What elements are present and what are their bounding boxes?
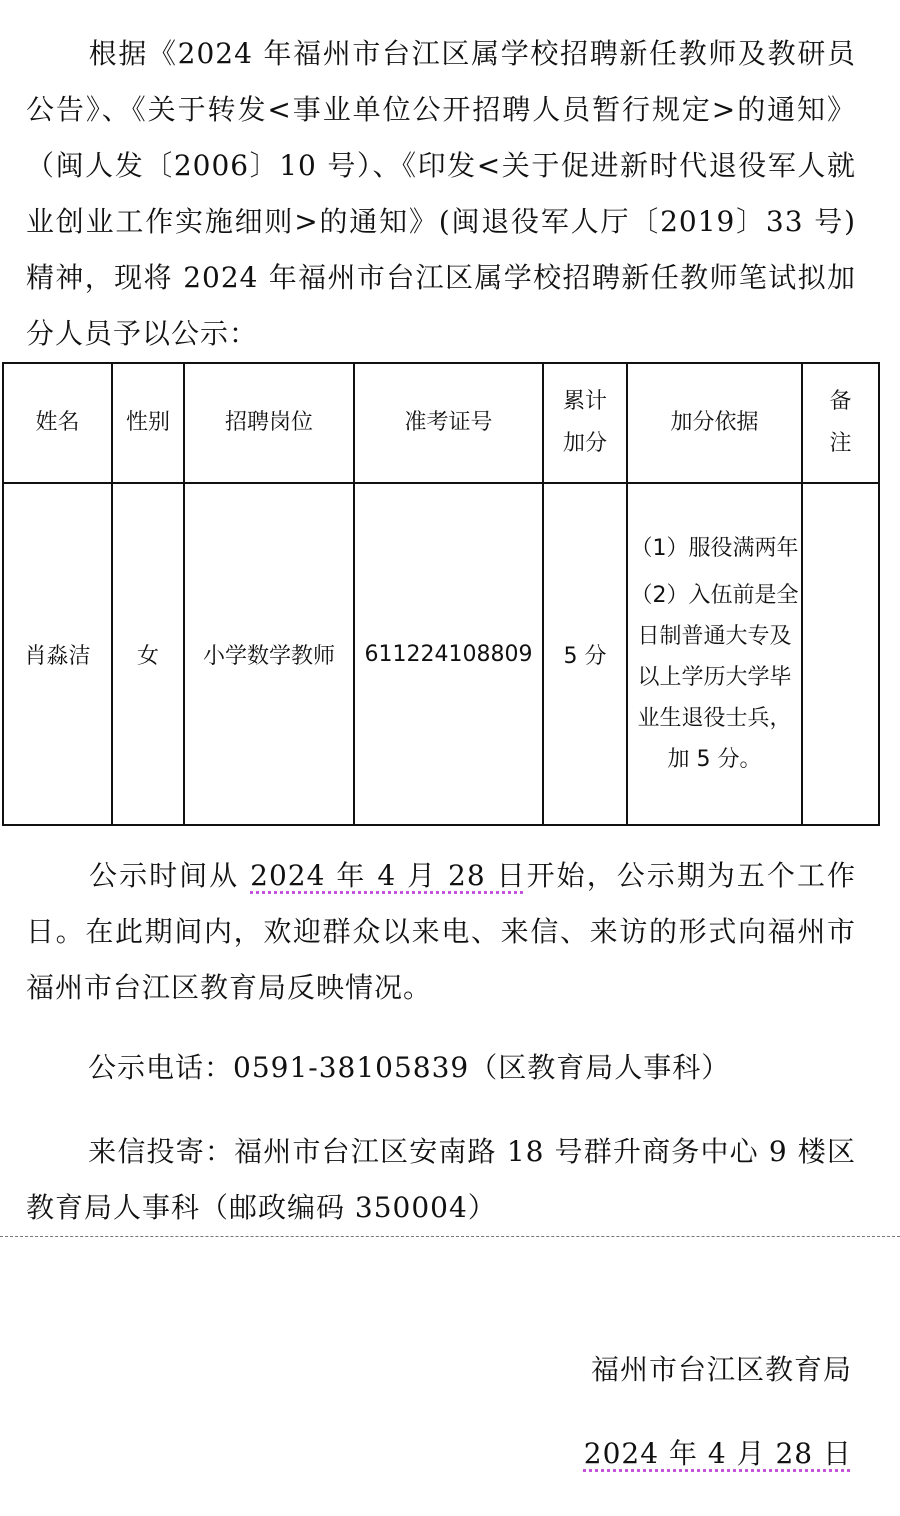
- cell-basis: [627, 483, 802, 825]
- cell-ticket: 611224108809: [354, 483, 543, 825]
- header-points: [543, 363, 627, 483]
- cell-name: 肖淼洁: [3, 483, 112, 825]
- header-gender: 性别: [112, 363, 184, 483]
- cell-remark: [802, 483, 879, 825]
- notice-prefix: 公示时间从: [88, 859, 251, 892]
- cell-gender: 女: [112, 483, 184, 825]
- section-divider: [0, 1236, 900, 1237]
- notice-date: 2024 年 4 月 28 日: [250, 859, 527, 892]
- signature-org: 福州市台江区教育局: [590, 1353, 852, 1386]
- phone-text: 公示电话：0591-38105839（区教育局人事科）: [88, 1051, 731, 1084]
- mail-text: 来信投寄：福州市台江区安南路 18 号群升商务中心 9 楼区教育局人事科（邮政编码 350004）: [26, 1135, 856, 1224]
- header-remark-line2: 注: [829, 431, 852, 456]
- header-remark: [802, 363, 879, 483]
- header-remark-line1: 备: [829, 389, 852, 414]
- header-ticket: 准考证号: [354, 363, 543, 483]
- table-row: [3, 483, 879, 825]
- table-header-row: [3, 363, 879, 483]
- header-points-line1: 累计: [562, 389, 607, 414]
- notice-paragraph: [26, 848, 856, 1016]
- header-points-line2: 加分: [562, 431, 607, 456]
- basis-item-1: （1）服役满两年: [630, 536, 799, 561]
- basis-item-2: （2）入伍前是全日制普通大专及以上学历大学毕业生退役士兵，加 5 分。: [630, 583, 799, 772]
- phone-paragraph: [26, 1040, 856, 1096]
- header-name: 姓名: [3, 363, 112, 483]
- intro-text: 根据《2024 年福州市台江区属学校招聘新任教师及教研员公告》、《关于转发<事业单位公开招聘人员暂行规定>的通知》（闽人发〔2006〕10 号）、《印发<关于促进新时代退役军人就业创业工作实施细则>的通知》(闽退役军人厅〔2019〕33 号)精神，现将 2024 年福州市台江区属学校招聘新任教师笔试拟加分人员予以公示：: [26, 37, 856, 350]
- mail-paragraph: [26, 1124, 856, 1236]
- cell-points: 5 分: [543, 483, 627, 825]
- intro-paragraph: [26, 26, 856, 362]
- header-basis: 加分依据: [627, 363, 802, 483]
- notice-suffix: 开始，公示期为五个工作日。在此期间内，欢迎群众以来电、来信、来访的形式向福州市福州市台江区教育局反映情况。: [26, 859, 856, 1004]
- bonus-points-table: [2, 362, 880, 826]
- header-position: 招聘岗位: [184, 363, 354, 483]
- signature-date: 2024 年 4 月 28 日: [583, 1437, 852, 1470]
- cell-position: 小学数学教师: [184, 483, 354, 825]
